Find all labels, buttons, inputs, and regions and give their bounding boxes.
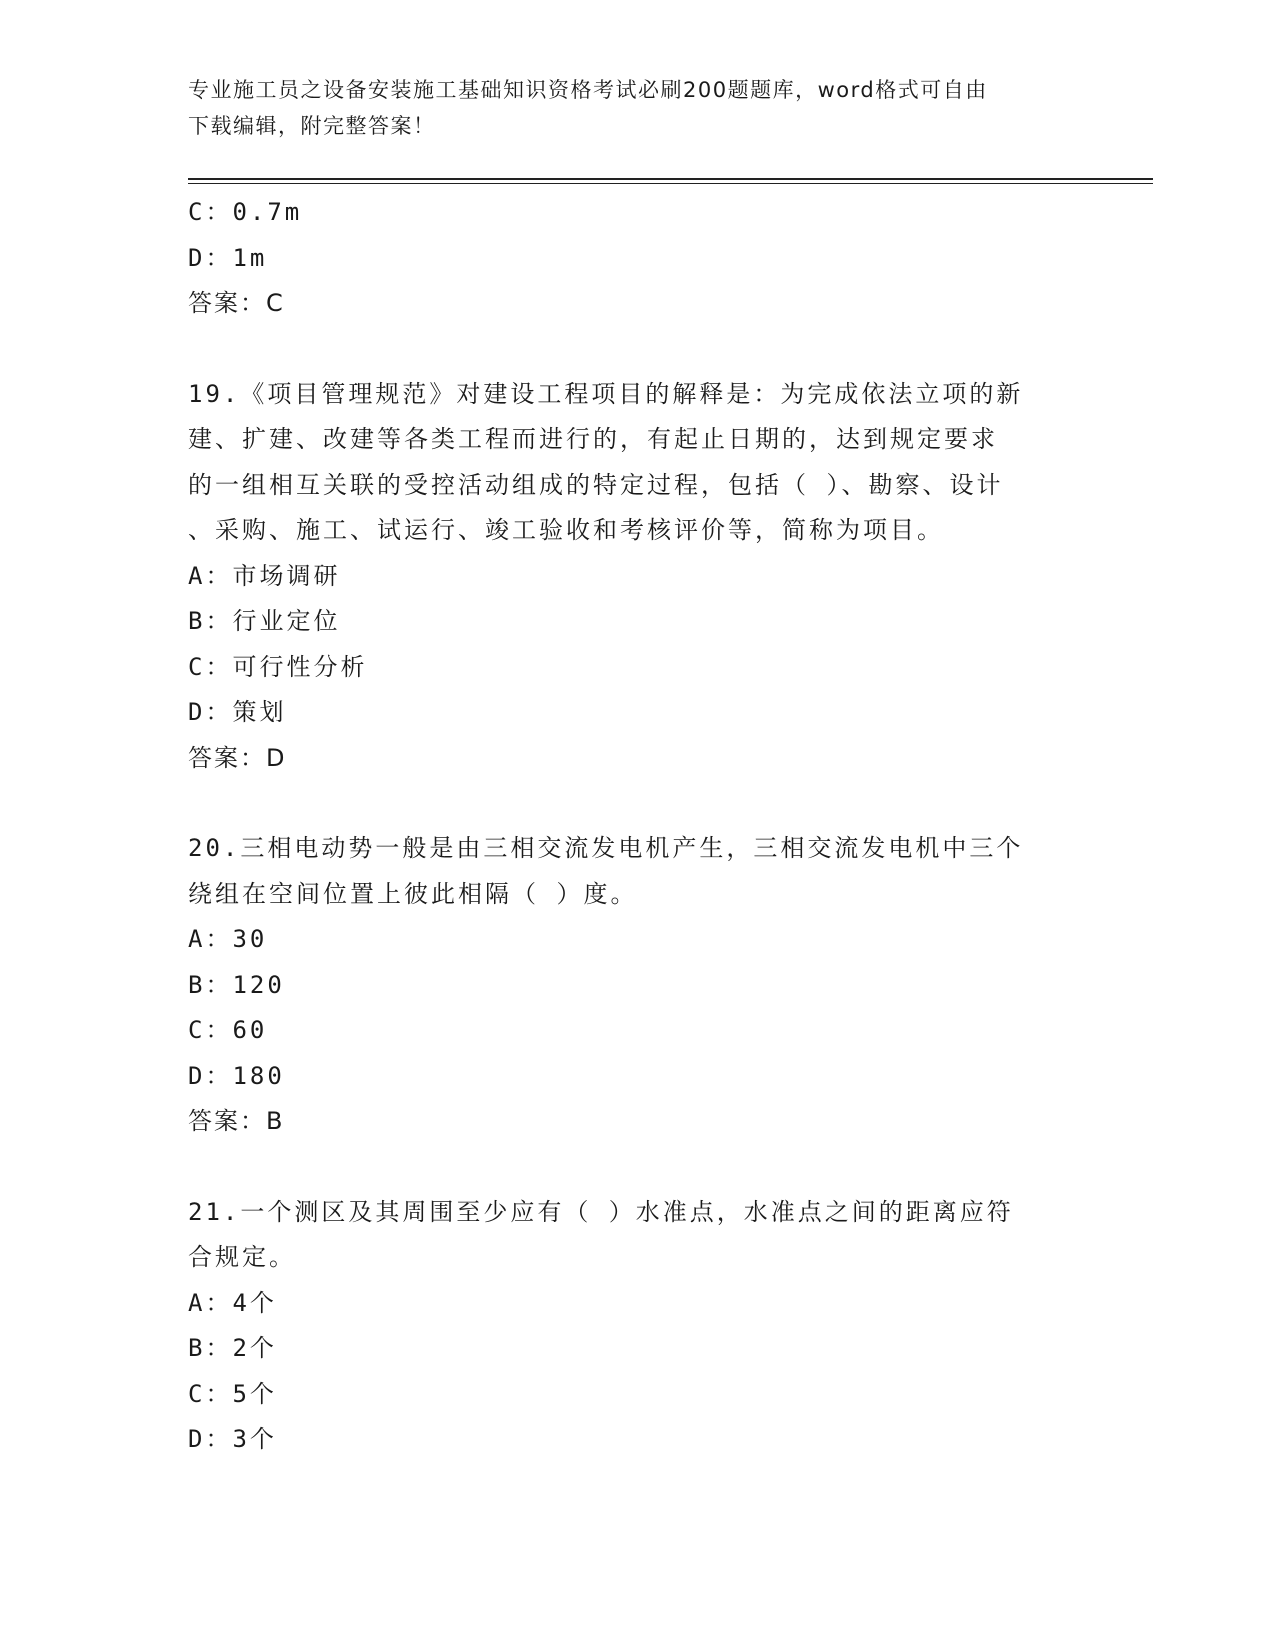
- option-d: D：3个: [188, 1425, 277, 1453]
- question-stem-line: 21.一个测区及其周围至少应有（ ）水准点，水准点之间的距离应符: [188, 1197, 1014, 1226]
- question-stem-line: 绕组在空间位置上彼此相隔（ ）度。: [188, 879, 638, 908]
- question-20: [188, 826, 1088, 1145]
- option-a: A：4个: [188, 1288, 277, 1317]
- question-stem-line: 合规定。: [188, 1243, 296, 1271]
- option-a: A：30: [188, 925, 268, 953]
- question-stem-line: 19.《项目管理规范》对建设工程项目的解释是：为完成依法立项的新: [188, 379, 1024, 408]
- option-d: D：180: [188, 1061, 285, 1090]
- question-stem-line: 的一组相互关联的受控活动组成的特定过程，包括（ ）、勘察、设计: [188, 470, 1004, 499]
- previous-question-tail: [188, 190, 1088, 327]
- option-c: C：5个: [188, 1379, 277, 1408]
- option-c: C：0.7m: [188, 198, 303, 226]
- document-body: [188, 190, 1088, 1463]
- spacer: [188, 1145, 1088, 1190]
- question-19: [188, 372, 1088, 782]
- question-stem-line: 、采购、施工、试运行、竣工验收和考核评价等，简称为项目。: [188, 516, 944, 544]
- option-d: D：1m: [188, 243, 268, 272]
- option-b: B：2个: [188, 1334, 277, 1362]
- header-line-1: 专业施工员之设备安装施工基础知识资格考试必刷200题题库，word格式可自由: [188, 78, 988, 102]
- question-21: [188, 1190, 1088, 1463]
- answer-line: 答案：D: [188, 743, 287, 772]
- answer-line: 答案：C: [188, 289, 285, 317]
- option-c: C：可行性分析: [188, 652, 368, 681]
- answer-line: 答案：B: [188, 1107, 285, 1135]
- option-c: C：60: [188, 1016, 268, 1044]
- option-d: D：策划: [188, 698, 287, 726]
- option-a: A：市场调研: [188, 561, 341, 590]
- header-divider: [188, 178, 1153, 184]
- spacer: [188, 781, 1088, 826]
- option-b: B：120: [188, 970, 285, 999]
- header-line-2: 下载编辑，附完整答案！: [188, 114, 436, 138]
- option-b: B：行业定位: [188, 607, 341, 635]
- question-stem-line: 建、扩建、改建等各类工程而进行的，有起止日期的，达到规定要求: [188, 425, 998, 453]
- page-header: [188, 72, 1068, 144]
- question-stem-line: 20.三相电动势一般是由三相交流发电机产生，三相交流发电机中三个: [188, 834, 1024, 862]
- spacer: [188, 327, 1088, 372]
